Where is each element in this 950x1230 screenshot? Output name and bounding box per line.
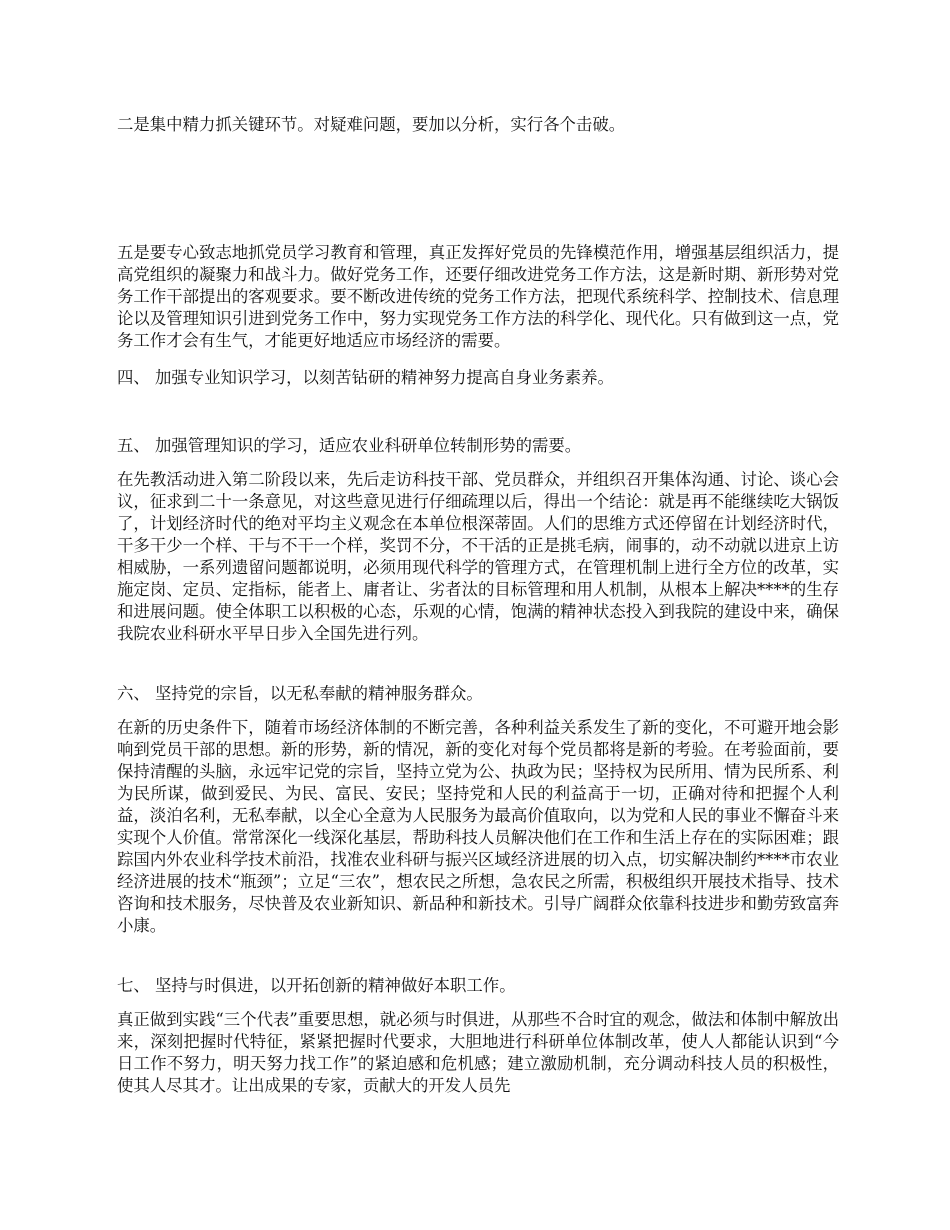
heading-section-4: 四、 加强专业知识学习，以刻苦钻研的精神努力提高自身业务素养。 — [117, 368, 614, 387]
heading-section-6: 六、 坚持党的宗旨，以无私奉献的精神服务群众。 — [117, 684, 483, 703]
paragraph-innovation: 真正做到实践“三个代表”重要思想，就必须与时俱进，从那些不合时宜的观念，做法和体制中解放出来，深刻把握时代特征，紧紧把握时代要求，大胆地进行科研单位体制改革，使人人都能认识到“今日工作不努力，明天努力找工作”的紧迫感和危机感；建立激励机制，充分调动科技人员的积极性，使其人尽其才。让出成果的专家，贡献大的开发人员先 — [117, 1010, 839, 1095]
paragraph-serve-masses: 在新的历史条件下，随着市场经济体制的不断完善，各种利益关系发生了新的变化，不可避开地会影响到党员干部的思想。新的形势，新的情况，新的变化对每个党员都将是新的考验。在考验面前，要保持清醒的头脑，永远牢记党的宗旨，坚持立党为公、执政为民；坚持权为民所用、情为民所系、利为民所谋，做到爱民、为民、富民、安民；坚持党和人民的利益高于一切，正确对待和把握个人利益，淡泊名利，无私奉献，以全心全意为人民服务为最高价值取向，以为党和人民的事业不懈奋斗来实现个人价值。常常深化一线深化基层，帮助科技人员解决他们在工作和生活上存在的实际困难；跟踪国内外农业科学技术前沿，找准农业科研与振兴区域经济进展的切入点，切实解决制约****市农业经济进展的技术“瓶颈”；立足“三农”，想农民之所想，急农民之所需，积极组织开展技术指导、技术咨询和技术服务，尽快普及农业新知识、新品种和新技术。引导广阔群众依靠科技进步和勤劳致富奔小康。 — [117, 718, 839, 935]
heading-section-5: 五、 加强管理知识的学习，适应农业科研单位转制形势的需要。 — [117, 436, 582, 455]
heading-section-7: 七、 坚持与时俱进，以开拓创新的精神做好本职工作。 — [117, 976, 516, 995]
paragraph-management-reform: 在先教活动进入第二阶段以来，先后走访科技干部、党员群众，并组织召开集体沟通、讨论、谈心会议，征求到二十一条意见，对这些意见进行仔细疏理以后，得出一个结论：就是再不能继续吃大锅饭了，计划经济时代的绝对平均主义观念在本单位根深蒂固。人们的思维方式还停留在计划经济时代，干多干少一个样、干与不干一个样，奖罚不分，不干活的正是挑毛病，闹事的，动不动就以进京上访相威胁，一系列遗留问题都说明，必须用现代科学的管理方式，在管理机制上进行全方位的改革，实施定岗、定员、定指标，能者上、庸者让、劣者汰的目标管理和用人机制，从根本上解决****的生存和进展问题。使全体职工以积极的心态，乐观的心情，饱满的精神状态投入到我院的建设中来，确保我院农业科研水平早日步入全国先进行列。 — [117, 470, 839, 643]
paragraph-party-education: 五是要专心致志地抓党员学习教育和管理，真正发挥好党员的先锋模范作用，增强基层组织活力，提高党组织的凝聚力和战斗力。做好党务工作，还要仔细改进党务工作方法，这是新时期、新形势对党务工作干部提出的客观要求。要不断改进传统的党务工作方法，把现代系统科学、控制技术、信息理论以及管理知识引进到党务工作中，努力实现党务工作方法的科学化、现代化。只有做到这一点，党务工作才会有生气，才能更好地适应市场经济的需要。 — [117, 243, 839, 350]
paragraph-key-links: 二是集中精力抓关键环节。对疑难问题，要加以分析，实行各个击破。 — [117, 115, 626, 134]
